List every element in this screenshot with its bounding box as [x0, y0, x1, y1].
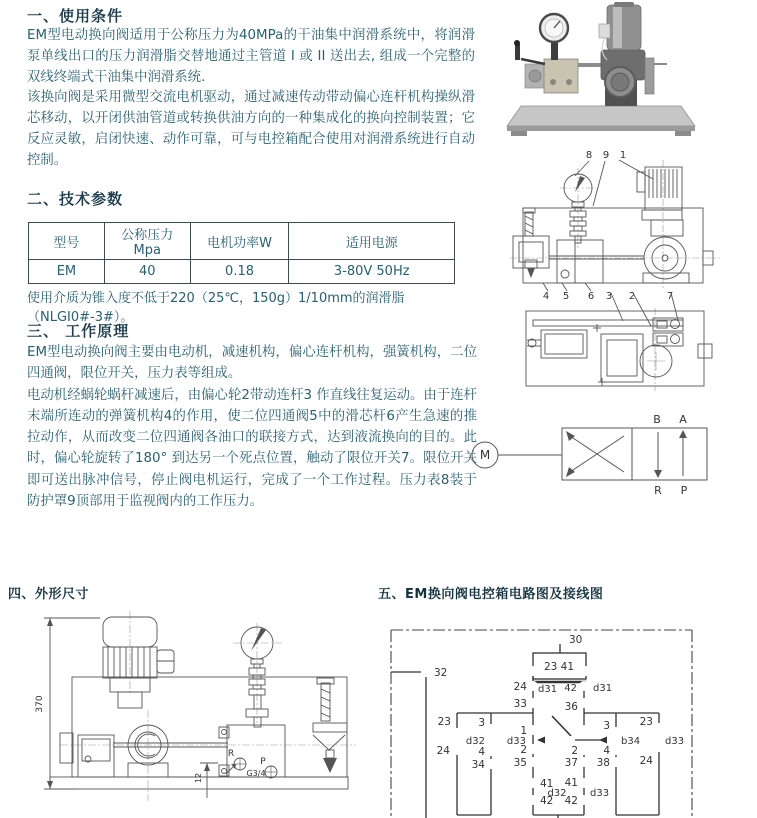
spec-header-pressure: 公称压力Mpa [104, 223, 190, 260]
section1-body [27, 26, 475, 172]
svg-text:38: 38 [596, 757, 610, 769]
spec-table-header-row [29, 223, 455, 260]
svg-text:1: 1 [619, 150, 627, 161]
spec-value-pressure: 40 [104, 260, 190, 284]
section2-title: 二、技术参数 [27, 190, 124, 208]
svg-text:5: 5 [562, 291, 570, 302]
svg-text:d33: d33 [665, 736, 685, 747]
svg-text:32: 32 [434, 667, 448, 679]
svg-text:2: 2 [520, 744, 527, 756]
svg-text:24: 24 [639, 755, 653, 767]
spec-table-data-row [29, 260, 455, 284]
svg-text:2: 2 [571, 745, 578, 757]
outline-dimension-drawing [30, 605, 360, 818]
svg-text:d33: d33 [506, 736, 526, 747]
svg-text:34: 34 [471, 759, 485, 771]
svg-text:b34: b34 [621, 736, 641, 747]
section5-title: 五、EM换向阀电控箱电路图及接线图 [378, 587, 604, 602]
spec-value-supply: 3-80V 50Hz [289, 260, 455, 284]
svg-text:d31: d31 [593, 683, 613, 694]
svg-text:P: P [260, 757, 266, 767]
svg-text:33: 33 [513, 698, 527, 710]
hydraulic-valve-symbol [460, 400, 757, 505]
svg-text:35: 35 [513, 757, 527, 769]
product-photo [487, 2, 745, 140]
svg-text:2: 2 [628, 291, 636, 302]
section3-body [27, 342, 477, 512]
section4-title: 四、外形尺寸 [8, 587, 90, 602]
svg-text:d31: d31 [538, 684, 558, 695]
svg-text:41: 41 [540, 778, 554, 790]
svg-text:37: 37 [564, 757, 578, 769]
svg-text:B: B [653, 413, 661, 426]
svg-text:370: 370 [35, 695, 45, 713]
section3-paragraph-1: EM型电动换向阀主要由电动机，减速机构，偏心连杆机构，强簧机构，二位四通阀，限位开关，压力表等组成。 [27, 345, 477, 382]
svg-text:3: 3 [603, 720, 610, 732]
svg-text:23: 23 [437, 716, 451, 728]
svg-text:24: 24 [513, 681, 527, 693]
svg-text:24: 24 [436, 745, 450, 757]
spec-value-model: EM [29, 260, 105, 284]
svg-text:4: 4 [542, 291, 550, 302]
spec-table [28, 222, 455, 284]
spec-header-supply: 适用电源 [289, 223, 455, 260]
assembly-drawing [505, 148, 755, 393]
svg-text:M: M [479, 448, 491, 462]
svg-text:4: 4 [603, 745, 610, 757]
svg-text:12: 12 [194, 772, 203, 784]
svg-text:6: 6 [587, 291, 595, 302]
svg-text:41: 41 [564, 777, 578, 789]
svg-text:3: 3 [478, 717, 485, 729]
svg-text:8: 8 [585, 150, 593, 161]
svg-text:G3/4: G3/4 [246, 769, 266, 778]
svg-text:30: 30 [569, 634, 583, 646]
svg-text:A: A [679, 413, 687, 426]
svg-text:d32: d32 [547, 788, 567, 799]
svg-text:P: P [680, 484, 688, 497]
grease-note: 使用介质为锥入度不低于220（25℃，150g）1/10mm的润滑脂（NLGI0#-3#）。 [27, 291, 405, 325]
svg-text:36: 36 [564, 701, 578, 713]
svg-text:4: 4 [478, 746, 485, 758]
svg-text:3: 3 [605, 291, 613, 302]
svg-text:d32: d32 [465, 736, 485, 747]
section1-paragraph-1: EM型电动换向阀适用于公称压力为40MPa的干油集中润滑系统中，将润滑泵单线出口的压力润滑脂交替地通过主管道 I 或 II 送出去, 组成一个完整的双线终端式干油集中润滑系统. [27, 28, 475, 85]
svg-text:7: 7 [666, 291, 674, 302]
svg-text:23: 23 [639, 716, 653, 728]
svg-text:23 41: 23 41 [543, 661, 575, 673]
svg-text:d33: d33 [590, 788, 610, 799]
svg-text:R: R [227, 749, 235, 759]
section1-paragraph-2: 该换向阀是采用微型交流电机驱动，通过减速传动带动偏心连杆机构操纵滑芯移动，以开闭供油管道或转换供油方向的一种集成化的换向控制装置；它反应灵敏，启闭快速、动作可靠，可与电控箱配合使用对润滑系统进行自动控制。 [27, 90, 475, 168]
svg-text:42: 42 [564, 683, 577, 694]
svg-text:R: R [654, 484, 662, 497]
spec-header-power: 电机功率W [190, 223, 289, 260]
svg-text:1: 1 [520, 725, 527, 737]
section3-title: 三、 工作原理 [27, 322, 130, 340]
control-box-circuit-diagram [385, 622, 757, 818]
section3-paragraph-2: 电动机经蜗轮蜗杆减速后，由偏心轮2带动连杆3 作直线往复运动。由于连杆末端所连动的弹簧机构4的作用，使二位四通阀5中的滑芯杆6产生急速的推拉动作，从而改变二位四通阀各油口的联接方式，达到液流换向的目的。此时，偏心轮旋转了180° 到达另一个死点位置，触动了限位开关7。限位开关即可送出脉冲信号，停止阀电机运行，完成了一个工作过程。压力表8装于防护罩9顶部用于监视阀内的工作压力。 [27, 387, 477, 510]
section1-title: 一、使用条件 [27, 7, 124, 25]
svg-text:9: 9 [602, 150, 610, 161]
svg-text:42: 42 [564, 795, 578, 807]
svg-text:42: 42 [540, 795, 554, 807]
spec-value-power: 0.18 [190, 260, 289, 284]
spec-header-model: 型号 [29, 223, 105, 260]
